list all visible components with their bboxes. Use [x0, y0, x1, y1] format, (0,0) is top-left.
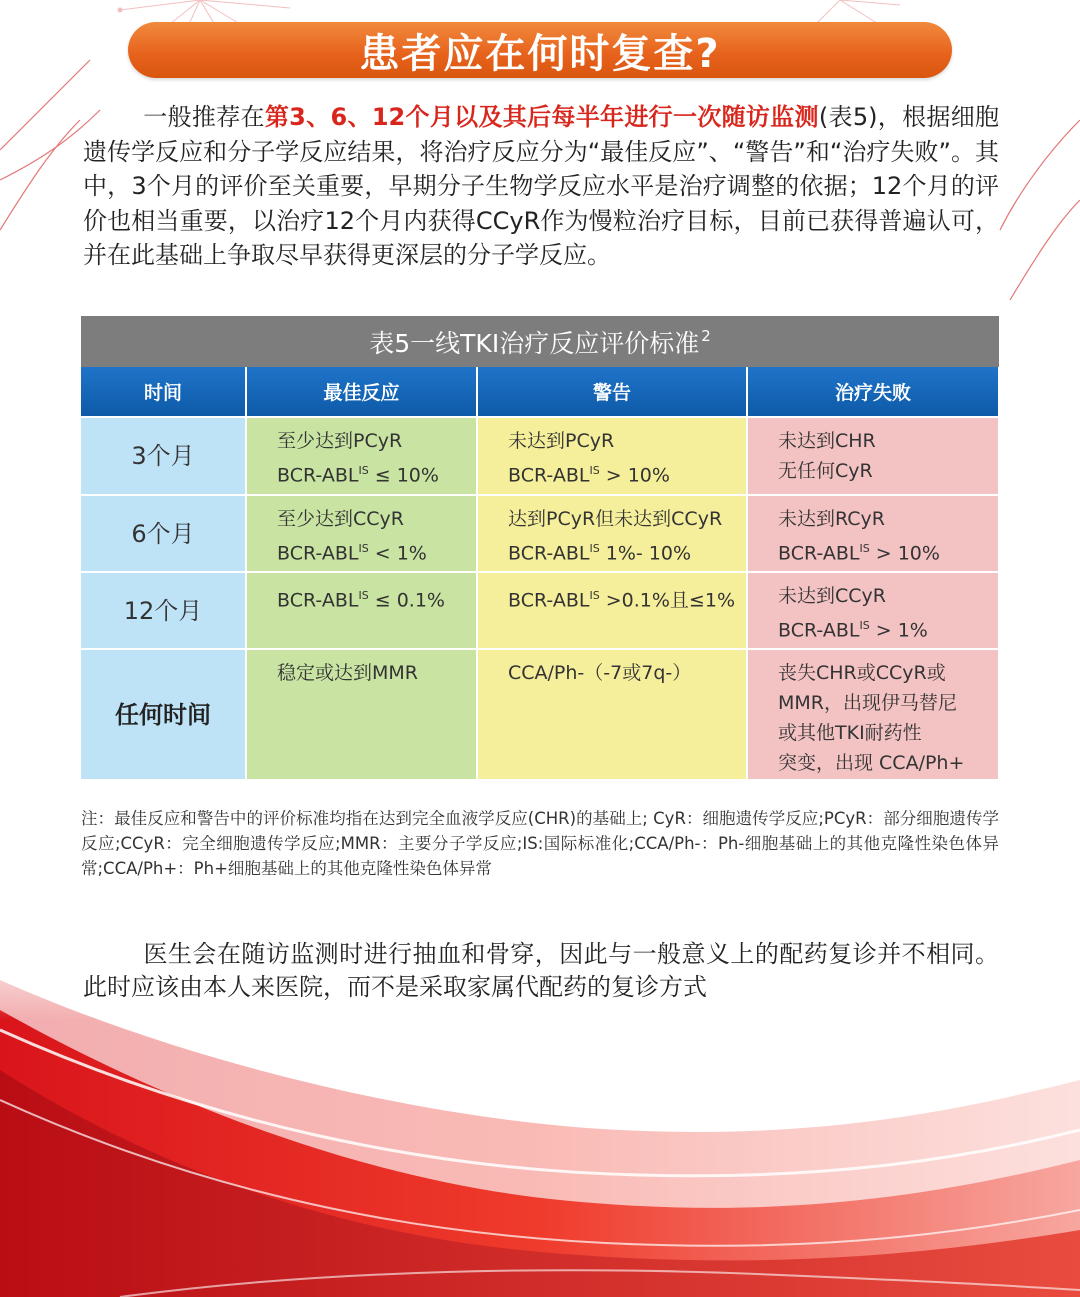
table-row [81, 572, 999, 649]
marker-threshold: >0.1%且≤1% [599, 589, 735, 612]
intro-part1: 一般推荐在 [143, 103, 265, 131]
closing-paragraph [83, 938, 999, 1004]
cell-fail [747, 417, 999, 495]
cell-line: 未达到RCyR [778, 508, 885, 530]
table-row [81, 649, 999, 780]
cell-line [778, 611, 988, 645]
cell-line: CCA/Ph-（-7或7q-） [508, 662, 692, 684]
cell-line: 至少达到PCyR [277, 430, 403, 452]
title-banner [128, 22, 952, 78]
table-row [81, 417, 999, 495]
marker-name: BCR-ABL [778, 619, 860, 642]
cell-warn [477, 495, 747, 572]
cell-line: 未达到CCyR [778, 585, 886, 607]
cell-fail [747, 495, 999, 572]
cell-warn [477, 572, 747, 649]
marker-superscript: IS [358, 464, 369, 477]
marker-threshold: > 1% [869, 619, 928, 642]
marker-name: BCR-ABL [277, 589, 359, 612]
cell-line: 至少达到CCyR [277, 508, 404, 530]
cell-line: 稳定或达到MMR [277, 662, 418, 684]
cell-line: 达到PCyR但未达到CCyR [508, 508, 723, 530]
header-time: 时间 [81, 367, 246, 417]
intro-highlight: 第3、6、12个月以及其后每半年进行一次随访监测 [264, 103, 819, 131]
marker-threshold: ≤ 10% [368, 464, 439, 487]
marker-threshold: 1%- 10% [599, 542, 692, 565]
cell-line: 未达到CHR [778, 430, 876, 452]
cell-warn [477, 649, 747, 780]
cell-line [277, 534, 466, 568]
marker-superscript: IS [358, 589, 369, 602]
table-title-ref: 2 [701, 326, 711, 345]
header-warning: 警告 [477, 367, 747, 417]
header-failure: 治疗失败 [747, 367, 999, 417]
marker-superscript: IS [589, 542, 600, 555]
cell-time: 6个月 [81, 495, 246, 572]
cell-best [246, 572, 477, 649]
footnote: 注：最佳反应和警告中的评价标准均指在达到完全血液学反应(CHR)的基础上; CyR：细胞遗传学反应;PCyR：部分细胞遗传学反应;CCyR：完全细胞遗传学反应;MMR：主要分子学反应;IS:国际标准化;CCA/Ph-：Ph-细胞基础上的其他克隆性染色体异常;CCA/Ph+：Ph+细胞基础上的其他克隆性染色体异常 [81, 809, 999, 878]
cell-line: MMR，出现伊马替尼 [778, 692, 957, 714]
marker-name: BCR-ABL [778, 542, 860, 565]
cell-line: 无任何CyR [778, 460, 873, 482]
cell-fail [747, 649, 999, 780]
marker-threshold: < 1% [368, 542, 427, 565]
cell-line [508, 534, 736, 568]
marker-superscript: IS [358, 542, 369, 555]
intro-part2: (表5)，根据细胞遗传学反应和分子学反应结果，将治疗反应分为“最佳反应”、“警告”和“治疗失败”。其中，3个月的评价至关重要，早期分子生物学反应水平是治疗调整的依据；12个月的评价也相当重要，以治疗12个月内获得CCyR作为慢粒治疗目标，目前已获得普遍认可，并在此基础上争取尽早获得更深层的分子学反应。 [83, 103, 1000, 269]
cell-line: 丧失CHR或CCyR或 [778, 662, 946, 684]
table-header-row [81, 367, 999, 417]
header-best-response: 最佳反应 [246, 367, 477, 417]
evaluation-table [81, 367, 1000, 781]
cell-line: 突变，出现 CCA/Ph+ [778, 752, 965, 774]
cell-fail [747, 572, 999, 649]
marker-superscript: IS [859, 542, 870, 555]
closing-text: 医生会在随访监测时进行抽血和骨穿，因此与一般意义上的配药复诊并不相同。此时应该由本人来医院，而不是采取家属代配药的复诊方式 [83, 940, 999, 1001]
marker-superscript: IS [589, 589, 600, 602]
marker-superscript: IS [859, 619, 870, 632]
marker-name: BCR-ABL [277, 464, 359, 487]
marker-name: BCR-ABL [277, 542, 359, 565]
marker-threshold: > 10% [599, 464, 670, 487]
table-row [81, 495, 999, 572]
table-title-text: 表5一线TKI治疗反应评价标准 [369, 328, 700, 358]
cell-best [246, 649, 477, 780]
marker-threshold: ≤ 0.1% [368, 589, 445, 612]
marker-threshold: > 10% [869, 542, 940, 565]
page-title: 患者应在何时复查? [359, 30, 721, 77]
cell-line [277, 581, 466, 615]
cell-line [508, 456, 736, 490]
cell-line [778, 534, 988, 568]
cell-best [246, 417, 477, 495]
cell-time: 3个月 [81, 417, 246, 495]
cell-time: 任何时间 [81, 649, 246, 780]
cell-line [277, 456, 466, 490]
table-title [81, 316, 999, 367]
cell-best [246, 495, 477, 572]
marker-superscript: IS [589, 464, 600, 477]
cell-line: 或其他TKI耐药性 [778, 722, 922, 744]
marker-name: BCR-ABL [508, 589, 590, 612]
cell-warn [477, 417, 747, 495]
marker-name: BCR-ABL [508, 464, 590, 487]
cell-line [508, 581, 736, 615]
cell-line: 未达到PCyR [508, 430, 615, 452]
intro-paragraph [83, 100, 999, 273]
marker-name: BCR-ABL [508, 542, 590, 565]
cell-time: 12个月 [81, 572, 246, 649]
